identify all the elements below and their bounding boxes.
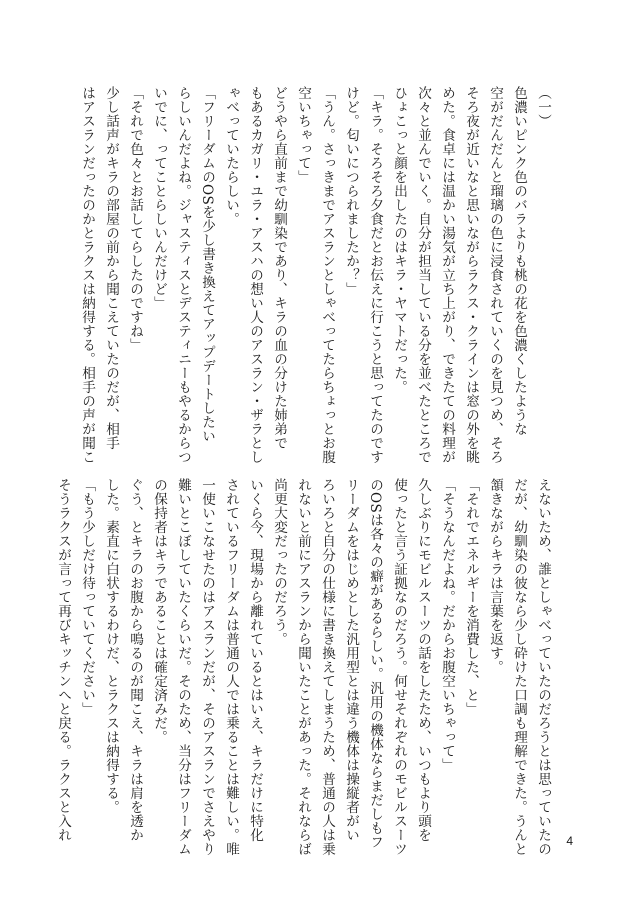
- text-line: 難いとこぼしていたくらいだ。そのため、当分はフリーダム: [175, 478, 191, 856]
- text-line: 「フリーダムのOSを少し書き換えてアップデートしたい: [199, 86, 215, 444]
- text-line: 少し話声がキラの部屋の前から聞こえていたのだが、相手: [103, 86, 119, 450]
- text-line: 色濃いピンク色のバラよりも桃の花を色濃くしたような: [511, 86, 527, 436]
- text-line: ろいろと自分の仕様に書き換えてしまうため、普通の人は乗: [319, 478, 335, 856]
- text-line: もあるカガリ・ユラ・アスハの想い人のアスラン・ザラとし: [247, 86, 263, 464]
- text-line: だが、幼馴染の彼なら少し砕けた口調も理解できた。うんと: [511, 478, 527, 856]
- text-line: リーダムをはじめとした汎用型とは違う機体は操縦者がい: [343, 478, 359, 842]
- text-line: 尚更大変だったのだろう。: [271, 478, 287, 646]
- text-line: らしいんだよね。ジャスティスとデスティニーもやるからつ: [175, 86, 191, 464]
- bottom-text-block: [55, 478, 555, 856]
- text-line: いでに、ってことらしいんだけど」: [151, 86, 167, 310]
- text-line: めた。食卓には温かい湯気が立ち上がり、できたての料理が: [439, 86, 455, 464]
- text-line: いくら今、現場から離れているとはいえ、キラだけに特化: [247, 478, 263, 842]
- text-line: 一使いこなせたのはアスランだが、そのアスランでさえやり: [199, 478, 215, 856]
- text-line: 久しぶりにモビルスーツの話をしたため、いつもより頭を: [415, 478, 431, 842]
- text-line: 使ったと言う証拠なのだろう。何せそれぞれのモビルスーツ: [391, 478, 407, 856]
- text-line: 頷きながらキラは言葉を返す。: [487, 478, 503, 674]
- text-line: 次々と並んでいく。自分が担当している分を並べたところで: [415, 86, 431, 464]
- text-line: 空いちゃって」: [295, 86, 311, 184]
- chapter-heading: （一）: [535, 86, 551, 128]
- text-line: ひょこっと顔を出したのはキラ・ヤマトだった。: [391, 86, 407, 394]
- text-line: ゃべっていたらしい。: [223, 86, 239, 226]
- text-line: 「そうなんだよね。だからお腹空いちゃって」: [439, 478, 455, 772]
- text-line: そうラクスが言って再びキッチンへと戻る。ラクスと入れ: [55, 478, 71, 842]
- text-line: どうやら直前まで幼馴染であり、キラの血の分けた姉弟で: [271, 86, 287, 450]
- text-line: のOSは各々の癖があるらしい。汎用の機体ならまだしもフ: [367, 478, 383, 850]
- text-line: した。素直に白状するわけだ、とラクスは納得する。: [103, 478, 119, 814]
- text-line: けど。匂いにつられましたか？」: [343, 86, 359, 296]
- text-line: 「キラ。そろそろ夕食だとお伝えに行こうと思ってたのです: [367, 86, 383, 464]
- top-text-block: [79, 86, 555, 464]
- text-line: されているフリーダムは普通の人では乗ることは難しい。唯: [223, 478, 239, 856]
- text-line: 「それでエネルギーを消費した、と」: [463, 478, 479, 716]
- text-line: 空がだんだんと瑠璃の色に浸食されていくのを見つめ、そろ: [487, 86, 503, 464]
- text-line: ぐう、とキラのお腹から鳴るのが聞こえ、キラは肩を透か: [127, 478, 143, 842]
- page-number: 4: [566, 834, 573, 848]
- text-line: れないと前にアスランから聞いたことがあった。それならば: [295, 478, 311, 856]
- text-line: えないため、誰としゃべっていたのだろうとは思っていたの: [535, 478, 551, 856]
- text-line: 「もう少しだけ待っていてください」: [79, 478, 95, 716]
- text-line: そろ夜が近いなと思いながらラクス・クラインは窓の外を眺: [463, 86, 479, 464]
- text-line: 「それで色々とお話してらしたのですね」: [127, 86, 143, 352]
- text-line: はアスランだったのかとラクスは納得する。相手の声が聞こ: [79, 86, 95, 464]
- text-line: の保持者はキラであることは確定済みだ。: [151, 478, 167, 744]
- text-line: 「うん。さっきまでアスランとしゃべってたらちょっとお腹: [319, 86, 335, 464]
